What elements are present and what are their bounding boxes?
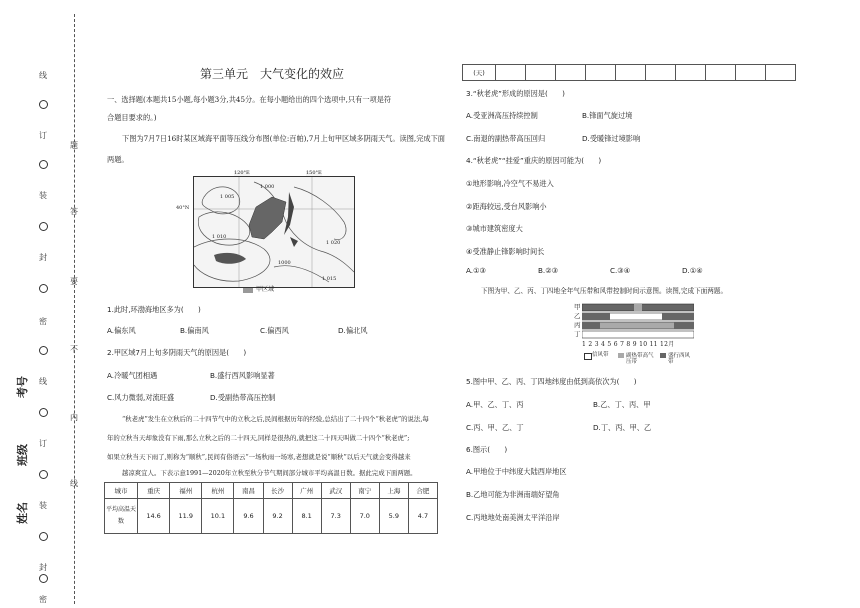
- inner-char: 不: [70, 345, 78, 354]
- table-header-cell: 南昌: [234, 483, 263, 499]
- q2-option-c[interactable]: C.风力微弱,对流旺盛: [107, 393, 175, 402]
- binding-char: 线: [39, 71, 47, 80]
- q2-option-d[interactable]: D.受副热带高压控制: [210, 393, 276, 402]
- q2-stem: 2.甲区域7月上旬多阴雨天气的原因是( ): [107, 348, 247, 357]
- table-cell: 4.7: [408, 499, 437, 534]
- table-header-cell: 长沙: [263, 483, 292, 499]
- belt-month-tick: 11: [649, 341, 658, 348]
- belt-month-tick: 1: [582, 341, 587, 348]
- table-header-cell: 南宁: [350, 483, 379, 499]
- belt-month-suffix: 月: [668, 341, 675, 348]
- q5-option-b[interactable]: B.乙、丁、丙、甲: [593, 400, 651, 409]
- binding-char: 订: [39, 131, 47, 140]
- xingming-label: 姓名: [16, 502, 29, 524]
- belt-month-tick: 9: [632, 341, 637, 348]
- intro-text: 下图为7月7日16时某区域海平面等压线分布图(单位:百帕),7月上旬甲区域多阴雨天气。读图,完成下面: [122, 134, 445, 143]
- q2-option-a[interactable]: A.冷暖气团相遇: [107, 371, 158, 380]
- binding-char: 装: [39, 191, 47, 200]
- binding-hole: [39, 160, 48, 169]
- table-header-cell: 重庆: [138, 483, 170, 499]
- q3-option-a[interactable]: A.受亚洲高压持续控制: [466, 111, 538, 120]
- legend-trade: 信风带: [592, 352, 609, 358]
- q5-option-d[interactable]: D.丁、丙、甲、乙: [593, 423, 652, 432]
- belt-row-label: 乙: [574, 312, 581, 320]
- q5-option-a[interactable]: A.甲、乙、丁、丙: [466, 400, 524, 409]
- q1-option-c[interactable]: C.偏西风: [260, 326, 289, 335]
- belt-month-tick: 8: [626, 341, 631, 348]
- table-cell: 11.9: [170, 499, 202, 534]
- section-title-2: 合题目要求的。): [107, 113, 157, 122]
- table-header-cell: 福州: [170, 483, 202, 499]
- table-header-cell: 武汉: [321, 483, 350, 499]
- isobar-label: 1 020: [326, 240, 341, 246]
- binding-hole: [39, 100, 48, 109]
- table-cell: 10.1: [202, 499, 234, 534]
- q4-option-d[interactable]: D.①④: [682, 266, 703, 275]
- table-cell: 9.2: [263, 499, 292, 534]
- legend-westerly: 盛行西风带: [668, 353, 691, 365]
- q3-stem: 3.“秋老虎”形成的原因是( ): [466, 89, 565, 98]
- inner-char: 答: [70, 207, 78, 216]
- isobar-label: 1 015: [322, 276, 337, 282]
- belt-month-tick: 12: [660, 341, 669, 348]
- q1-option-b[interactable]: B.偏南风: [180, 326, 209, 335]
- binding-char: 装: [39, 501, 47, 510]
- q4-statement: ①地形影响,冷空气不易进入: [466, 179, 554, 188]
- page-title: 第三单元 大气变化的效应: [200, 67, 345, 81]
- q5-option-c[interactable]: C.丙、甲、乙、丁: [466, 423, 524, 432]
- table-header-cell: 杭州: [202, 483, 234, 499]
- banji-label: 班级: [16, 444, 29, 466]
- heat-days-table: [104, 482, 438, 534]
- legend-subtropical: 副热带高气压带: [626, 353, 654, 365]
- table-cell: 9.6: [234, 499, 263, 534]
- belt-row-label: 甲: [574, 303, 581, 311]
- inner-char: 题: [70, 141, 78, 150]
- belt-month-axis: [582, 342, 675, 348]
- q4-option-a[interactable]: A.①③: [466, 266, 486, 275]
- passage-line: “秋老虎”发生在立秋后的二十四节气中的立秋之后,民间根据历年的经验,总结出了二十四个“秋老虎”的说法,每: [122, 415, 429, 423]
- binding-char: 封: [39, 563, 47, 572]
- isobar-map-svg: [194, 177, 354, 287]
- belt-bars: [582, 303, 694, 341]
- q4-statement: ④受准静止锋影响时间长: [466, 247, 545, 256]
- belt-month-tick: 7: [620, 341, 625, 348]
- binding-hole: [39, 346, 48, 355]
- binding-hole: [39, 470, 48, 479]
- binding-hole: [39, 284, 48, 293]
- table-header-cell: 广州: [292, 483, 321, 499]
- passage-line: 如果立秋当天下雨了,则称为“顺秋”,民间有俗语云“一场秋雨一场寒,老想就是说“顺秋”以后天气就会变得越来: [107, 453, 411, 461]
- q1-option-a[interactable]: A.偏东风: [107, 326, 136, 335]
- belt-month-tick: 2: [588, 341, 593, 348]
- belt-month-tick: 3: [594, 341, 599, 348]
- inner-char: 要: [70, 277, 78, 286]
- q6-option-b[interactable]: B.乙地可能为非洲南端好望角: [466, 490, 560, 499]
- belt-segment: [582, 322, 600, 329]
- legend-swatch-subtropical: [618, 353, 624, 358]
- legend-swatch-trade: [584, 353, 592, 360]
- q3-option-c[interactable]: C.南退的副热带高压回归: [466, 134, 546, 143]
- q6-option-a[interactable]: A.甲地位于中纬度大陆西岸地区: [466, 467, 567, 476]
- belt-segment: [582, 313, 610, 320]
- map-legend-label: 甲区域: [256, 286, 275, 293]
- belt-row-label: 丙: [574, 321, 581, 329]
- table-cell: 7.3: [321, 499, 350, 534]
- table-header-cell: 上海: [379, 483, 408, 499]
- binding-char: 密: [39, 317, 47, 326]
- intro-text-2: 两题。: [107, 155, 129, 164]
- q5-stem: 5.图中甲、乙、丙、丁四地纬度由低到高依次为( ): [466, 377, 637, 386]
- belt-segment: [662, 313, 694, 320]
- binding-hole: [39, 574, 48, 583]
- binding-hole: [39, 408, 48, 417]
- belt-month-tick: 5: [607, 341, 612, 348]
- binding-char: 线: [39, 377, 47, 386]
- binding-margin: [0, 0, 78, 608]
- map-lat-40: 40°N: [176, 205, 190, 211]
- binding-dashed-line: [74, 14, 75, 604]
- table-header-cell: 合肥: [408, 483, 437, 499]
- map-lon-150: 150°E: [306, 170, 322, 176]
- map-lon-120: 120°E: [234, 170, 250, 176]
- binding-char: 密: [39, 595, 47, 604]
- belt-month-tick: 10: [639, 341, 648, 348]
- table-cell: 7.0: [350, 499, 379, 534]
- kaohao-label: 考号: [16, 376, 29, 398]
- belt-month-tick: 6: [613, 341, 618, 348]
- isobar-label: 1 000: [260, 184, 275, 190]
- inner-char: 线: [70, 479, 78, 488]
- isobar-label: 1 010: [212, 234, 227, 240]
- binding-hole: [39, 222, 48, 231]
- q6-stem: 6.图示( ): [466, 445, 508, 454]
- q6-option-c[interactable]: C.丙地地处南美洲太平洋沿岸: [466, 513, 560, 522]
- table-header-cell: 城市: [105, 483, 138, 499]
- belt-month-tick: 4: [601, 341, 606, 348]
- binding-char: 封: [39, 253, 47, 262]
- q3-option-d[interactable]: D.受暖锋过境影响: [582, 134, 641, 143]
- belt-row-ding: [582, 331, 694, 338]
- table-cell: 5.9: [379, 499, 408, 534]
- passage-line: 年的立秋当天却象没有下雨,那么立秋之后的二十四天,同样是很热的,就把这二十四天叫做二十四个“秋老虎”;: [107, 434, 410, 442]
- continued-table: [462, 64, 796, 81]
- q4-option-c[interactable]: C.③④: [610, 266, 631, 275]
- q1-option-d[interactable]: D.偏北风: [338, 326, 368, 335]
- table-cell: 8.1: [292, 499, 321, 534]
- belt-row-label: 丁: [574, 330, 581, 338]
- inner-char: 内: [70, 413, 78, 422]
- q3-option-b[interactable]: B.锋面气旋过境: [582, 111, 633, 120]
- section-title: 一、选择题(本题共15小题,每小题3分,共45分。在每小题给出的四个选项中,只有一项是符: [107, 95, 392, 104]
- intro-text-3: 下图为甲、乙、丙、丁四地全年气压带和风带控制时间示意图。读图,完成下面两题。: [481, 287, 728, 295]
- q4-stem: 4.“秋老虎”“挂爱”重庆的原因可能为( ): [466, 156, 602, 165]
- q1-stem: 1.此时,环渤海地区多为( ): [107, 305, 201, 314]
- q4-statement: ③城市建筑密度大: [466, 224, 523, 233]
- table-cell: (天): [463, 65, 496, 81]
- q4-option-b[interactable]: B.②③: [538, 266, 559, 275]
- isobar-label: 1 005: [220, 194, 235, 200]
- isobar-map: [176, 170, 355, 288]
- table-row-label: 平均高温天数: [105, 499, 138, 534]
- binding-char: 订: [39, 439, 47, 448]
- belt-segment: [634, 304, 642, 311]
- belt-segment: [674, 322, 694, 329]
- legend-swatch-westerly: [660, 353, 666, 358]
- isobar-label: 1000: [278, 260, 291, 266]
- table-cell: 14.6: [138, 499, 170, 534]
- map-legend-swatch: [243, 288, 253, 293]
- q2-option-b[interactable]: B.盛行西风影响显著: [210, 371, 275, 380]
- passage-line: 越凉爽宜人。下表示意1991—2020年立秋至秋分节气期间部分城市平均高温日数。据此完成下面两题。: [122, 469, 417, 477]
- q4-statement: ②距海较远,受台风影响小: [466, 202, 547, 211]
- binding-hole: [39, 532, 48, 541]
